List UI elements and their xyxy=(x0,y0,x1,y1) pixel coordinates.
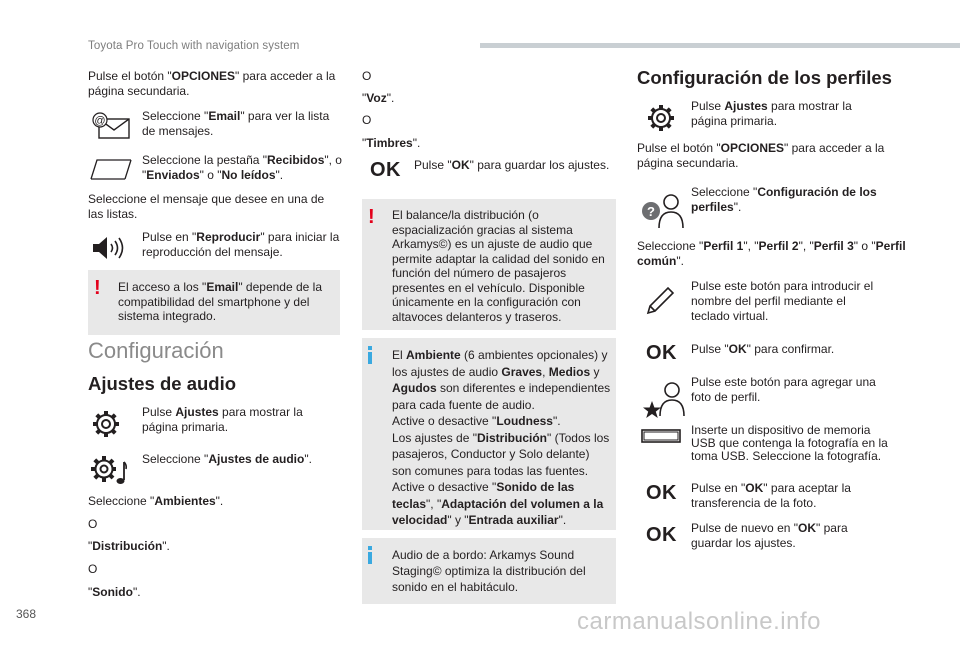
warning-note-email xyxy=(88,270,340,335)
info-icon xyxy=(368,346,372,362)
info-note-ambiente xyxy=(362,338,616,530)
warning-note-text: El acceso a los "Email" depende de la compatibilidad del smartphone y del sistema integrado. xyxy=(118,280,322,323)
step-ok-save: Pulse "OK" para guardar los ajustes. xyxy=(414,158,610,172)
paragraph-opciones: Pulse el botón "OPCIONES" para acceder a la página secundaria. xyxy=(88,69,336,98)
or-text: O xyxy=(88,562,98,576)
svg-text:@: @ xyxy=(94,115,106,127)
step-ok-confirm: Pulse "OK" para confirmar. xyxy=(691,342,835,356)
or-text: O xyxy=(362,69,372,83)
step-ajustes: Pulse Ajustes para mostrar la página primaria. xyxy=(142,405,303,434)
gear-music-icon xyxy=(90,454,128,486)
subsection-title: Ajustes de audio xyxy=(88,373,237,394)
or-text: O xyxy=(88,517,98,531)
warning-exclamation-icon: ! xyxy=(94,277,101,299)
warning-note-text: El balance/la distribución (o espacialización gracias al sistema Arkamys©) es un ajuste de audio que permite adaptar la calidad del sonido en función del número de pasajeros presentes en el vehículo. Disponible únicamente en la configuración con altavoces delanteros y traseros. xyxy=(392,208,605,324)
running-header: Toyota Pro Touch with navigation system xyxy=(88,40,300,52)
ok-icon: OK xyxy=(646,342,677,364)
email-icon xyxy=(91,112,131,140)
warning-note-balance xyxy=(362,199,616,330)
gear-icon xyxy=(91,409,121,439)
option-timbres: "Timbres". xyxy=(362,136,421,150)
section-title: Configuración xyxy=(88,338,224,363)
option-voz: "Voz". xyxy=(362,91,395,105)
tab-folder-icon xyxy=(90,158,132,180)
gear-icon xyxy=(646,103,676,133)
warning-exclamation-icon: ! xyxy=(368,206,375,228)
page-number: 368 xyxy=(16,607,37,621)
pencil-icon xyxy=(646,285,676,315)
option-sonido: "Sonido". xyxy=(88,585,141,599)
step-edit-name: Pulse este botón para introducir el nombre del perfil mediante el teclado virtual. xyxy=(691,279,874,323)
ok-icon: OK xyxy=(646,524,677,546)
paragraph-select-message: Seleccione el mensaje que desee en una de las listas. xyxy=(88,192,325,221)
ok-icon: OK xyxy=(370,159,401,181)
step-email: Seleccione "Email" para ver la lista de mensajes. xyxy=(142,109,330,138)
paragraph-select-perfil: Seleccione "Perfil 1", "Perfil 2", "Perfil 3" o "Perfil común". xyxy=(637,239,906,268)
step-play: Pulse en "Reproducir" para iniciar la reproducción del mensaje. xyxy=(142,230,340,259)
section-title-perfiles: Configuración de los perfiles xyxy=(637,67,892,88)
step-usb: Inserte un dispositivo de memoria USB que contenga la fotografía en la toma USB. Seleccione la fotografía. xyxy=(691,423,888,463)
profile-question-icon xyxy=(638,190,686,230)
or-text: O xyxy=(362,113,372,127)
svg-text:?: ? xyxy=(647,204,655,219)
step-ajustes-audio: Seleccione "Ajustes de audio". xyxy=(142,452,312,466)
info-note-arkamys xyxy=(362,538,616,604)
profile-star-icon xyxy=(641,380,687,418)
watermark: carmanualsonline.info xyxy=(577,608,821,635)
usb-icon xyxy=(641,429,681,443)
info-note-text: El Ambiente (6 ambientes opcionales) y los ajustes de audio Graves, Medios y Agudos son diferentes e independientes para cada fuente de audio. Active o desactive "Loudness". Los ajustes de "Distribución" (Todos los pasajeros, Conductor y Solo delante) son comunes para todas las fuentes. Active o desactive "Sonido de las teclas", "Adaptación del volumen a la velocidad" y "Entrada auxiliar". xyxy=(392,348,611,527)
info-note-text: Audio de a bordo: Arkamys Sound Staging© optimiza la distribución del sonido en el habitáculo. xyxy=(392,548,586,594)
step-ok-save-profile: Pulse de nuevo en "OK" para guardar los ajustes. xyxy=(691,521,848,550)
header-rule xyxy=(480,43,960,48)
speaker-icon xyxy=(92,236,126,260)
info-icon xyxy=(368,546,372,562)
step-add-photo: Pulse este botón para agregar una foto de perfil. xyxy=(691,375,876,404)
ok-icon: OK xyxy=(646,482,677,504)
step-config-perfiles: Seleccione "Configuración de los perfiles". xyxy=(691,185,877,214)
step-tab: Seleccione la pestaña "Recibidos", o "Enviados" o "No leídos". xyxy=(142,153,342,182)
option-distribucion: "Distribución". xyxy=(88,539,170,553)
step-ajustes-perfil: Pulse Ajustes para mostrar la página primaria. xyxy=(691,99,852,128)
paragraph-opciones-perfil: Pulse el botón "OPCIONES" para acceder a la página secundaria. xyxy=(637,141,885,170)
step-ambientes: Seleccione "Ambientes". xyxy=(88,494,224,508)
step-ok-transfer: Pulse en "OK" para aceptar la transferencia de la foto. xyxy=(691,481,851,510)
